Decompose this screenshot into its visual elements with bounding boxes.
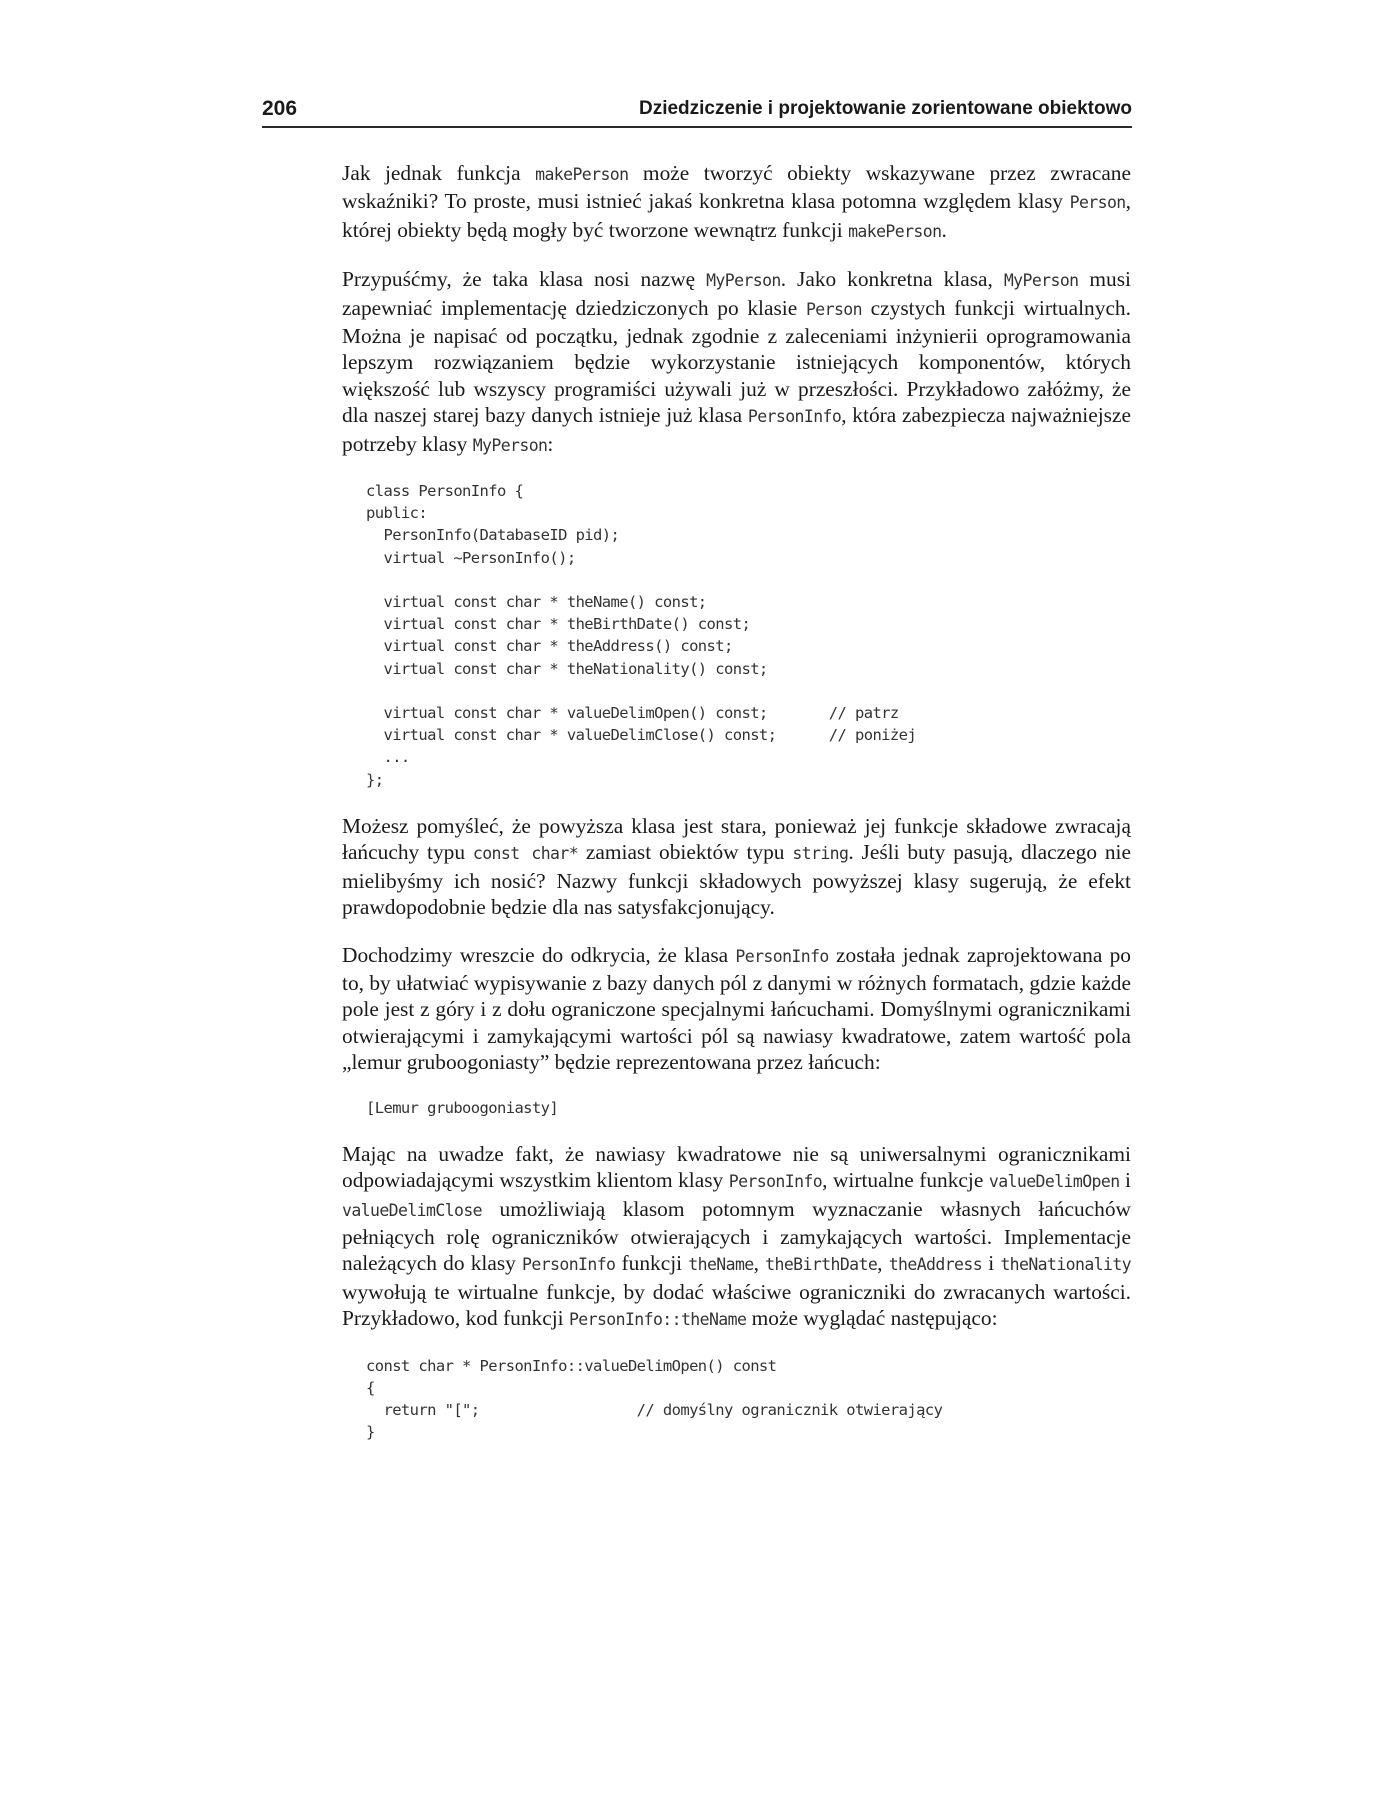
- text-run: . Jeśli buty pasują, dlaczego nie mielibyśmy ich nosić? Nazwy funkcji składowych powyższej klasy sugerują, że efekt prawdopodobnie będzie dla nas satysfakcjonujący.: [342, 840, 1131, 920]
- text-run: :: [547, 431, 554, 456]
- running-title: Dziedziczenie i projektowanie zorientowane obiektowo: [638, 98, 1132, 119]
- code-line: virtual const char * valueDelimClose() const; // poniżej: [366, 726, 917, 745]
- code-block-personinfo-class: [366, 480, 1131, 791]
- page-header: [262, 96, 1132, 128]
- code-line: return "["; // domyślny ogranicznik otwierający: [366, 1400, 943, 1419]
- inline-code: Person: [805, 299, 862, 319]
- paragraph-3: [342, 813, 1131, 921]
- text-run: może tworzyć obiekty wskazywane przez zwracane wskaźniki? To proste, musi istnieć jakaś konkretna klasa potomna względem klasy: [342, 161, 1131, 214]
- inline-code: PersonInfo: [735, 946, 829, 966]
- text-run: Dochodzimy wreszcie do odkrycia, że klasa: [342, 942, 736, 967]
- code-line: ...: [366, 748, 410, 767]
- text-run: Przypuśćmy, że taka klasa nosi nazwę: [342, 267, 707, 292]
- code-line: virtual const char * valueDelimOpen() const; // patrz: [366, 704, 899, 723]
- text-run: i: [1119, 1168, 1132, 1193]
- inline-code: PersonInfo: [522, 1255, 616, 1275]
- text-run: musi zapewniać implementację dziedziczonych po klasie: [342, 267, 1132, 320]
- text-run: i: [982, 1251, 1001, 1276]
- text-run: Mając na uwadze fakt, że nawiasy kwadratowe nie są uniwersalnymi ogranicznikami odpowiadającymi wszystkim klientom klasy: [342, 1141, 1131, 1193]
- code-line: [366, 680, 1131, 702]
- inline-code: theName: [688, 1255, 754, 1275]
- code-line: }: [366, 1423, 375, 1442]
- inline-code: const char*: [472, 844, 579, 864]
- inline-code: theBirthDate: [765, 1255, 878, 1275]
- paragraph-4: [342, 942, 1131, 1076]
- page-number: 206: [262, 97, 298, 120]
- inline-code: theNationality: [1000, 1255, 1131, 1275]
- paragraph-2: [342, 266, 1131, 459]
- code-line: {: [366, 1378, 375, 1397]
- code-line: class PersonInfo {: [366, 482, 524, 501]
- code-line: };: [366, 770, 384, 789]
- paragraph-5: [342, 1141, 1131, 1334]
- inline-code: PersonInfo::theName: [568, 1310, 747, 1330]
- text-run: . Jako konkretna klasa,: [780, 267, 1004, 292]
- text-run: Jak jednak funkcja: [342, 161, 536, 185]
- text-run: , która zabezpiecza najważniejsze potrzeby klasy: [342, 403, 1131, 456]
- code-line: virtual ~PersonInfo();: [366, 548, 576, 567]
- code-block-valuedelimopen: [366, 1355, 1131, 1444]
- inline-code: MyPerson: [1003, 271, 1079, 291]
- text-run: została jednak zaprojektowana po to, by ułatwiać wypisywanie z bazy danych pól z danymi w różnych formatach, gdzie każde pole jest z góry i z dołu ograniczone specjalnymi łańcuchami. Domyślnymi ogranicznikami otwierającymi i zamykającymi wartości pól są nawiasy kwadratowe, zatem wartość pola „lemur gruboogoniasty” będzie reprezentowana przez łańcuch:: [342, 942, 1131, 1075]
- inline-code: valueDelimClose: [342, 1200, 483, 1220]
- code-line: virtual const char * theAddress() const;: [366, 637, 733, 656]
- inline-code: valueDelimOpen: [988, 1172, 1120, 1192]
- text-run: czystych funkcji wirtualnych. Można je napisać od początku, jednak zgodnie z zaleceniami inżynierii oprogramowania lepszym rozwiązaniem będzie wykorzystanie istniejących komponentów, których większość lub wszyscy programiści używali już w przeszłości. Przykładowo załóżmy, że dla naszej starej bazy danych istnieje już klasa: [342, 295, 1131, 428]
- code-line: const char * PersonInfo::valueDelimOpen() const: [366, 1356, 777, 1375]
- text-run: Możesz pomyśleć, że powyższa klasa jest stara, ponieważ jej funkcje składowe zwracają łańcuchy typu: [342, 813, 1131, 865]
- text-run: może wyglądać następująco:: [746, 1306, 998, 1331]
- code-line: virtual const char * theBirthDate() const;: [366, 615, 751, 634]
- code-line: [Lemur gruboogoniasty]: [366, 1098, 559, 1117]
- text-run: funkcji: [615, 1251, 689, 1276]
- code-line: [366, 569, 1131, 591]
- code-block-lemur-example: [366, 1097, 1131, 1119]
- code-line: PersonInfo(DatabaseID pid);: [366, 526, 620, 545]
- inline-code: MyPerson: [706, 271, 781, 291]
- inline-code: PersonInfo: [728, 1172, 823, 1192]
- text-run: umożliwiają klasom potomnym wyznaczanie własnych łańcuchów pełniących rolę ograniczników otwierających i zamykających wartości. Implementacje należących do klasy: [342, 1196, 1131, 1276]
- text-run: , której obiekty będą mogły być tworzone wewnątrz funkcji: [342, 189, 1131, 242]
- code-line: public:: [366, 504, 428, 523]
- inline-code: MyPerson: [472, 435, 548, 455]
- text-run: .: [941, 217, 947, 242]
- text-run: wywołują te wirtualne funkcje, by dodać właściwe ograniczniki do zwracanych wartości. Przykładowo, kod funkcji: [342, 1279, 1131, 1331]
- paragraph-1: [342, 160, 1131, 245]
- inline-code: theAddress: [888, 1255, 983, 1275]
- text-run: ,: [753, 1251, 766, 1276]
- text-run: zamiast obiektów typu: [578, 840, 793, 865]
- code-line: virtual const char * theNationality() const;: [366, 659, 768, 678]
- text-run: ,: [877, 1251, 889, 1276]
- text-run: , wirtualne funkcje: [822, 1168, 989, 1193]
- inline-code: makePerson: [535, 165, 629, 184]
- code-line: virtual const char * theName() const;: [366, 593, 707, 612]
- page-body: [342, 160, 1131, 1465]
- inline-code: string: [792, 844, 849, 864]
- inline-code: Person: [1069, 193, 1126, 213]
- inline-code: PersonInfo: [747, 407, 842, 427]
- inline-code: makePerson: [848, 221, 942, 241]
